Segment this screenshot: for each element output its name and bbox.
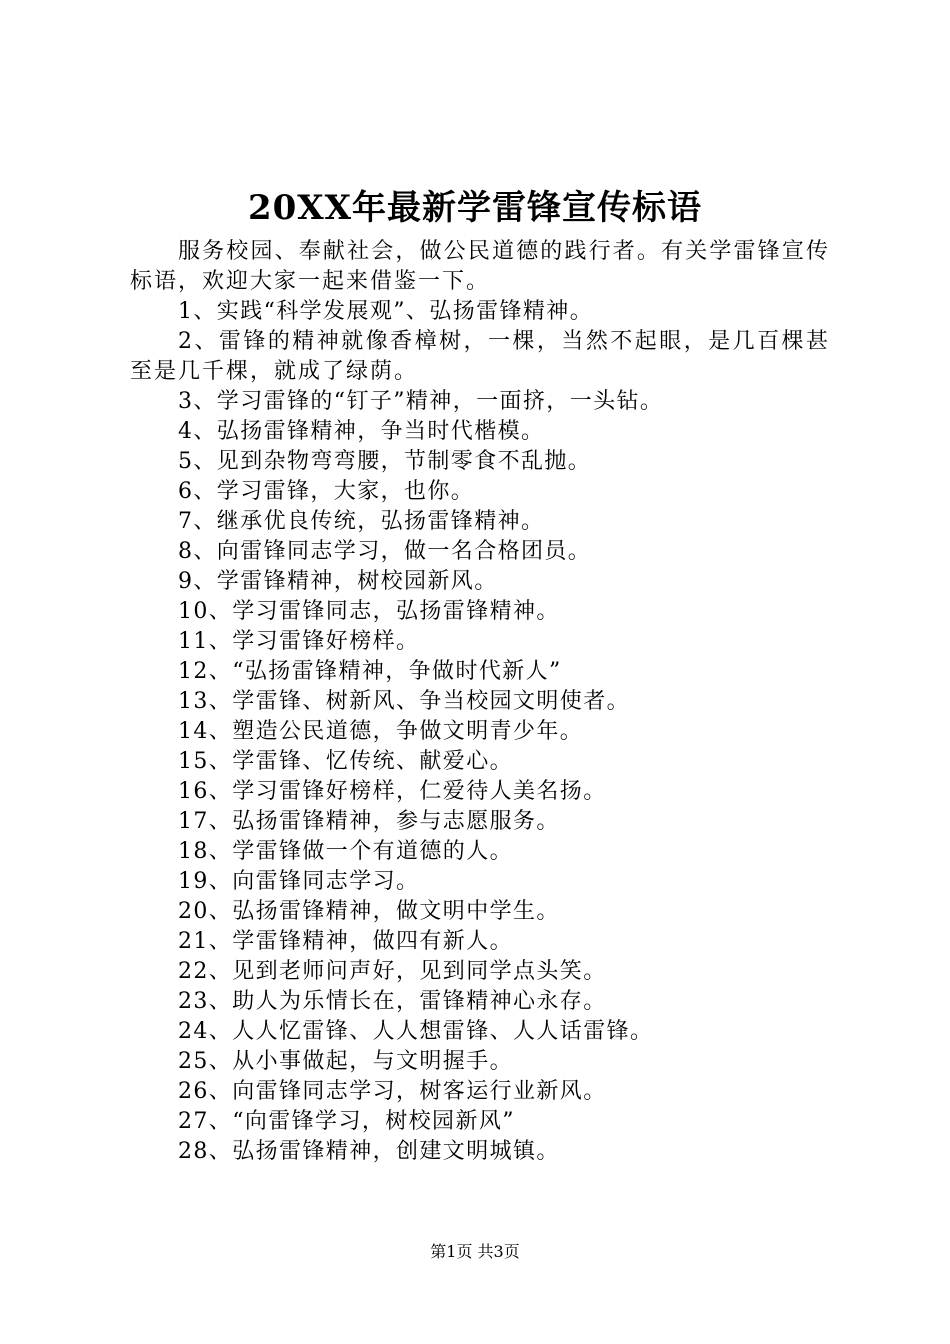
slogan-item: 22、见到老师问声好，见到同学点头笑。 [178, 959, 607, 984]
slogan-item: 10、学习雷锋同志，弘扬雷锋精神。 [178, 599, 560, 624]
slogan-item: 6、学习雷锋，大家，也你。 [178, 479, 475, 504]
slogan-item: 19、向雷锋同志学习。 [178, 869, 420, 894]
slogan-item: 15、学雷锋、忆传统、献爱心。 [178, 749, 513, 774]
document-body [130, 237, 830, 1167]
slogan-item: 12、“弘扬雷锋精神，争做时代新人” [178, 659, 562, 684]
slogan-item: 17、弘扬雷锋精神，参与志愿服务。 [178, 809, 560, 834]
document-title: 20XX年最新学雷锋宣传标语 [247, 188, 703, 228]
slogan-item: 11、学习雷锋好榜样。 [178, 629, 420, 654]
slogan-item: 28、弘扬雷锋精神，创建文明城镇。 [178, 1139, 560, 1164]
slogan-item: 9、学雷锋精神，树校园新风。 [178, 569, 498, 594]
slogan-item: 5、见到杂物弯弯腰，节制零食不乱抛。 [178, 449, 592, 474]
slogan-item: 23、助人为乐情长在，雷锋精神心永存。 [178, 989, 607, 1014]
slogan-item: 20、弘扬雷锋精神，做文明中学生。 [178, 899, 560, 924]
intro-paragraph: 服务校园、奉献社会，做公民道德的践行者。有关学雷锋宣传标语，欢迎大家一起来借鉴一下。 [130, 239, 830, 294]
slogan-item: 3、学习雷锋的“钉子”精神，一面挤，一头钻。 [178, 389, 664, 414]
slogan-item: 4、弘扬雷锋精神，争当时代楷模。 [178, 419, 545, 444]
slogan-item: 2、雷锋的精神就像香樟树，一棵，当然不起眼，是几百棵甚至是几千棵，就成了绿荫。 [130, 329, 830, 384]
slogan-item: 24、人人忆雷锋、人人想雷锋、人人话雷锋。 [178, 1019, 654, 1044]
slogan-item: 27、“向雷锋学习，树校园新风” [178, 1109, 515, 1134]
slogan-item: 1、实践“科学发展观”、弘扬雷锋精神。 [178, 299, 594, 324]
page-footer: 第1页 共3页 [430, 1242, 520, 1261]
slogan-item: 26、向雷锋同志学习，树客运行业新风。 [178, 1079, 607, 1104]
slogan-item: 21、学雷锋精神，做四有新人。 [178, 929, 513, 954]
slogan-item: 13、学雷锋、树新风、争当校园文明使者。 [178, 689, 630, 714]
slogan-item: 7、继承优良传统，弘扬雷锋精神。 [178, 509, 545, 534]
slogan-item: 8、向雷锋同志学习，做一名合格团员。 [178, 539, 592, 564]
slogan-item: 14、塑造公民道德，争做文明青少年。 [178, 719, 584, 744]
slogan-item: 16、学习雷锋好榜样，仁爱待人美名扬。 [178, 779, 607, 804]
slogan-item: 25、从小事做起，与文明握手。 [178, 1049, 513, 1074]
slogan-item: 18、学雷锋做一个有道德的人。 [178, 839, 513, 864]
